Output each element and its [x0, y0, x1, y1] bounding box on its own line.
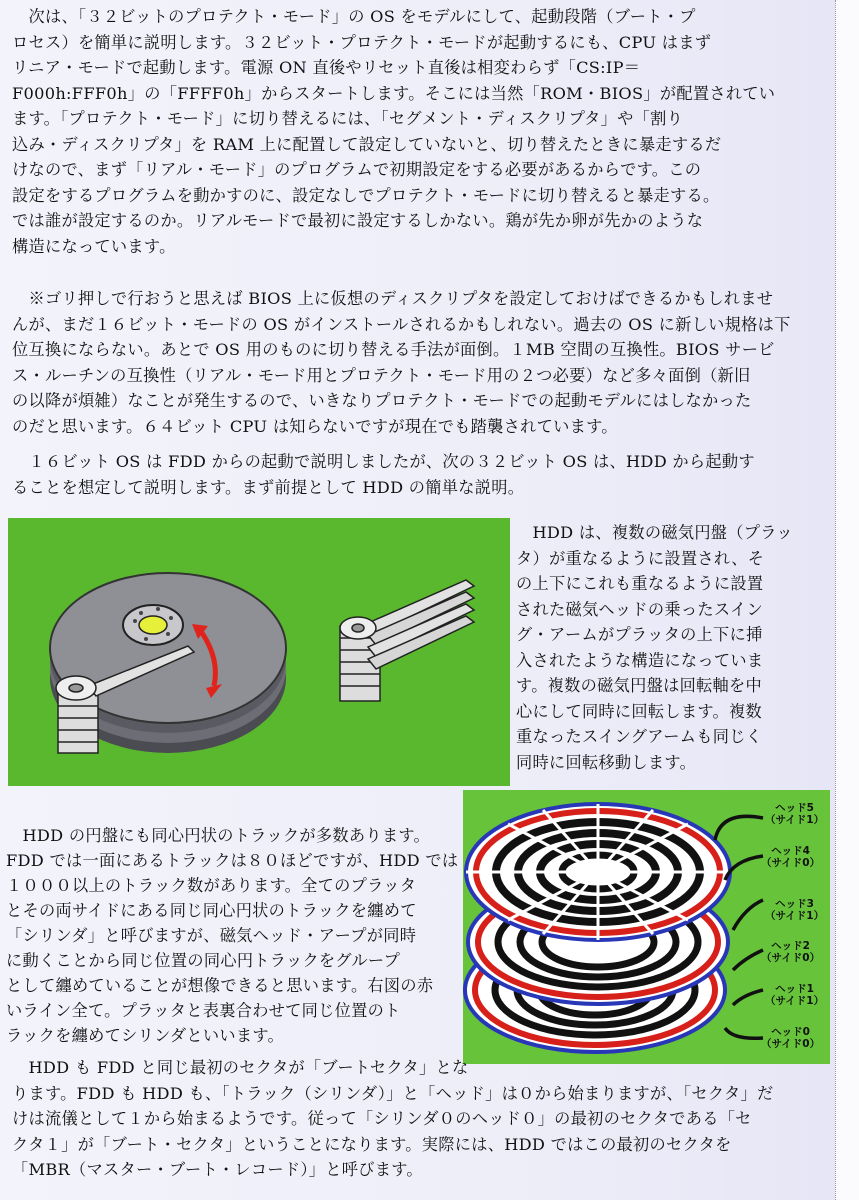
head-label-5: ヘッド5 （サイド1）	[765, 802, 825, 826]
cylinder-diagram-figure	[463, 790, 830, 1064]
head-label-1: ヘッド1 （サイド1）	[765, 983, 825, 1007]
swing-arm-stack-right	[340, 580, 474, 701]
paragraph-note: ※ゴリ押しで行おうと思えば BIOS 上に仮想のディスクリプタを設定しておけばできるかもしれませ んが、まだ１６ビット・モードの OS がインストールされるかもしれない。過去の OS に新しい規格は下 位互換にならない。あとで OS 用のものに切り替える手法が面倒。１MB 空間の互換性。BIOS サービ ス・ルーチンの互換性（リアル・モード用とプロテクト・モード用の２つ必要）など多々面倒（新旧 の以降が煩雑）なことが発生するので、いきなりプロテクト・モードでの起動モデルにはしなかった のだと思います。６４ビット CPU は知らないですが現在でも踏襲されています。	[12, 289, 791, 436]
head-label-4: ヘッド4 （サイド0）	[761, 845, 821, 869]
spindle-center	[139, 616, 167, 634]
paragraph-boot-sector: HDD も FDD と同じ最初のセクタが「ブートセクタ」とな ります。FDD も HDD も、「トラック（シリンダ）」と「ヘッド」は０から始まりますが、「セクタ」だ けは流儀として１から始まるようです。従って「シリンダ０のヘッド０」の最初のセクタである「セ クタ１」が「ブート・セクタ」ということになります。実際には、HDD ではこの最初のセクタを 「MBR（マスター・ブート・レコード）」と呼びます。	[12, 1058, 774, 1179]
platter-top	[466, 804, 730, 940]
head-label-2: ヘッド2 （サイド0）	[761, 940, 821, 964]
hdd-structure-figure	[8, 518, 510, 786]
paragraph-hdd-premise: １６ビット OS は FDD からの起動で説明しましたが、次の３２ビット OS は、HDD から起動す ることを想定して説明します。まず前提として HDD の簡単な説明。	[12, 452, 755, 497]
head-label-0: ヘッド0 （サイド0）	[761, 1026, 821, 1050]
paragraph-hdd-structure: HDD は、複数の磁気円盤（プラッ タ）が重なるように設置され、そ の上下にこれも重なるように設置 された磁気ヘッドの乗ったスイン グ・アームがプラッタの上下に挿 入されたような構造になっていま す。複数の磁気円盤は回転軸を中 心にして同時に回転します。複数 重なったスイングアームも同じく 同時に回転移動します。	[516, 523, 793, 772]
paragraph-cylinder: HDD の円盤にも同心円状のトラックが多数あります。 FDD では一面にあるトラックは８０ほどですが、HDD では １０００以上のトラック数があります。全てのプラッタ とその両サイドにある同じ同心円状のトラックを纏めて 「シリンダ」と呼びますが、磁気ヘッド・アープが同時 に動くことから同じ位置の同心円トラックをグループ として纏めていることが想像できると思います。右図の赤 いライン全て。プラッタと表裏合わせて同じ位置のト ラックを纏めてシリンダといいます。	[6, 826, 459, 1045]
paragraph-boot-intro: 次は、「３２ビットのプロテクト・モード」の OS をモデルにして、起動段階（ブート・プ ロセス）を簡単に説明します。３２ビット・プロテクト・モードが起動するにも、CPU はまず リニア・モードで起動します。電源 ON 直後やリセット直後は相変わらず「CS:IP＝ F000h:FFF0h」の「FFFF0h」からスタートします。そこには当然「ROM・BIOS」が配置されてい ます。「プロテクト・モード」に切り替えるには、「セグメント・ディスクリプタ」や「割り 込み・ディスクリプタ」を RAM 上に配置して設定していないと、切り替えたときに暴走するだ けなので、まず「リアル・モード」のプログラムで初期設定をする必要があるからです。この 設定をするプログラムを動かすのに、設定なしでプロテクト・モードに切り替えると暴走する。 では誰が設定するのか。リアルモードで最初に設定するしかない。鶏が先か卵が先かのような 構造になっています。	[12, 7, 776, 256]
head-label-3: ヘッド3 （サイド1）	[765, 898, 825, 922]
page-margin	[835, 0, 859, 1200]
